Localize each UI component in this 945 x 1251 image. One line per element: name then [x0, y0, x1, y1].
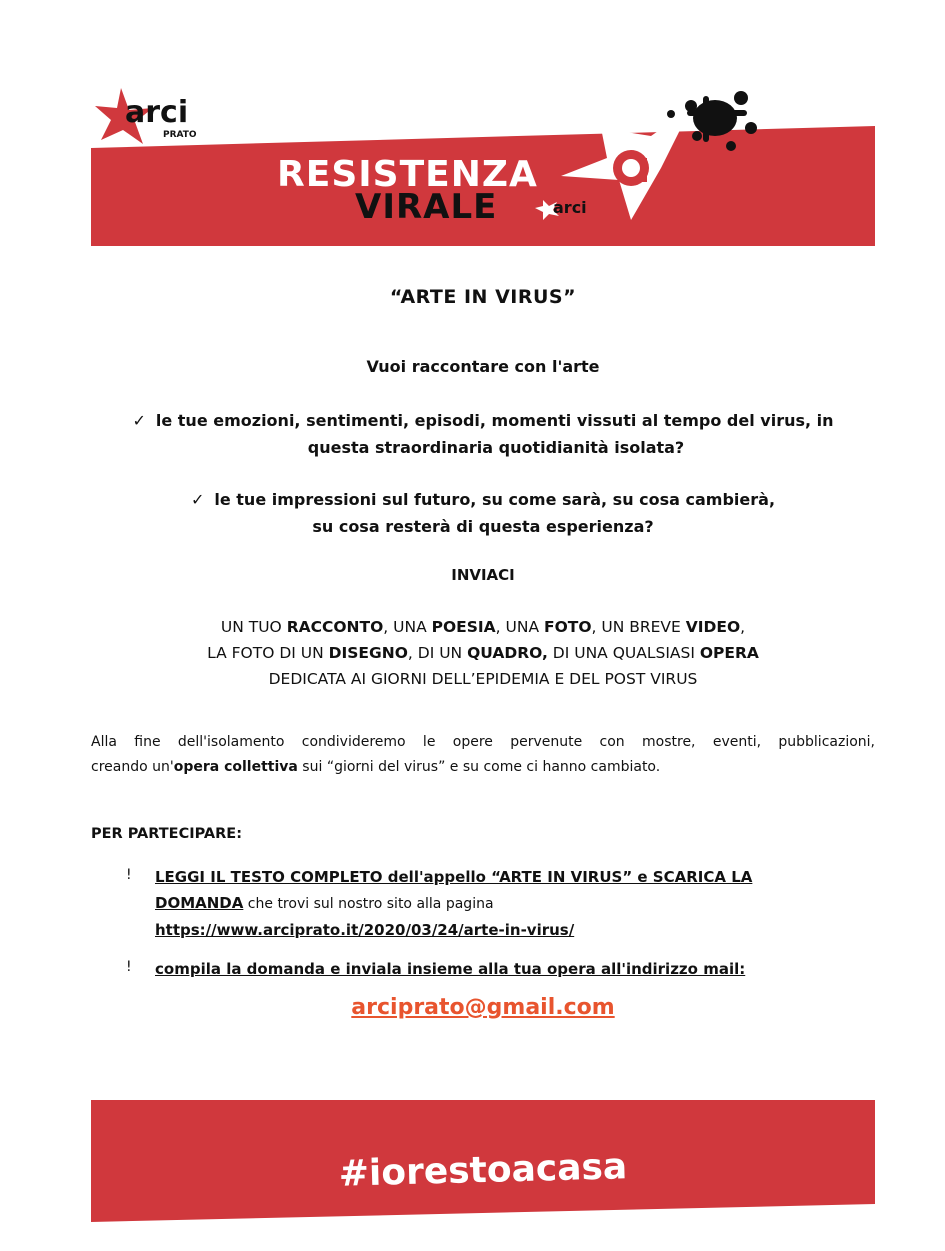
invite-line-3: DEDICATA AI GIORNI DELL’EPIDEMIA E DEL POST VIRUS	[268, 670, 698, 688]
check-icon: ✓	[132, 411, 146, 430]
section-heading: PER PARTECIPARE:	[91, 826, 242, 842]
exclamation-icon: !	[126, 867, 132, 883]
checklist-item-line: le tue emozioni, sentimenti, episodi, momenti vissuti al tempo del virus, in	[155, 411, 834, 430]
exclamation-icon: !	[126, 959, 132, 975]
footer-banner	[91, 1100, 875, 1222]
header-banner	[91, 88, 875, 246]
banner-title-line1: RESISTENZA	[277, 154, 538, 195]
closing-emphasis: opera collettiva	[173, 759, 298, 775]
invite-text: ,	[740, 618, 746, 636]
arte-in-virus-link[interactable]: https://www.arciprato.it/2020/03/24/arte-in-virus/	[155, 921, 575, 939]
invite-text: UN TUO	[220, 618, 287, 636]
logo-sub: PRATO	[163, 130, 197, 140]
invite-text: LA FOTO DI UN	[207, 644, 329, 662]
invite-keyword: FOTO	[544, 618, 592, 636]
invite-line-1	[91, 614, 875, 640]
invite-keyword: RACCONTO	[286, 618, 384, 636]
checklist-item-line: questa straordinaria quotidianità isolata?	[307, 438, 685, 457]
footer-hashtag: #iorestoacasa	[338, 1146, 628, 1195]
banner-title-line2: VIRALE	[355, 187, 498, 227]
closing-text: sui “giorni del virus” e su come ci hanno cambiato.	[297, 759, 661, 775]
inviaci-heading: INVIACI	[451, 566, 515, 584]
document-title: “ARTE IN VIRUS”	[389, 286, 577, 308]
invite-keyword: QUADRO,	[467, 644, 548, 662]
invite-block	[91, 614, 875, 692]
step-item	[155, 864, 875, 943]
step-text: DOMANDA	[155, 894, 244, 912]
step-text: LEGGI IL TESTO COMPLETO dell'appello “ARTE IN VIRUS” e SCARICA LA	[155, 868, 753, 886]
invite-line-2	[91, 640, 875, 666]
checklist-item-line: su cosa resterà di questa esperienza?	[312, 517, 654, 536]
invite-text: , UNA	[383, 618, 432, 636]
checklist-item-line: le tue impressioni sul futuro, su come sarà, su cosa cambierà,	[214, 490, 776, 509]
invite-text: , UN BREVE	[591, 618, 686, 636]
closing-paragraph	[91, 730, 875, 780]
invite-text: , UNA	[495, 618, 544, 636]
closing-line: Alla fine dell'isolamento condivideremo le opere pervenute con mostre, eventi, pubblicazioni,	[91, 734, 875, 750]
banner-small-logo: arci	[553, 198, 587, 217]
step-text: compila la domanda e inviala insieme alla tua opera all'indirizzo mail:	[155, 960, 746, 978]
invite-keyword: OPERA	[699, 644, 759, 662]
logo-text: arci	[125, 95, 189, 130]
step-text: che trovi sul nostro sito alla pagina	[243, 896, 494, 912]
invite-keyword: POESIA	[431, 618, 496, 636]
check-icon: ✓	[190, 490, 205, 509]
invite-text: , DI UN	[407, 644, 468, 662]
invite-keyword: DISEGNO	[328, 644, 408, 662]
invite-text: DI UNA QUALSIASI	[547, 644, 700, 662]
checklist-item	[91, 486, 875, 540]
email-link[interactable]: arciprato@gmail.com	[351, 995, 615, 1020]
step-item	[155, 956, 875, 982]
intro-text: Vuoi raccontare con l'arte	[366, 357, 600, 376]
checklist-item	[91, 407, 875, 461]
closing-text: creando un'	[91, 759, 174, 775]
invite-keyword: VIDEO	[685, 618, 741, 636]
closing-line	[91, 755, 875, 780]
